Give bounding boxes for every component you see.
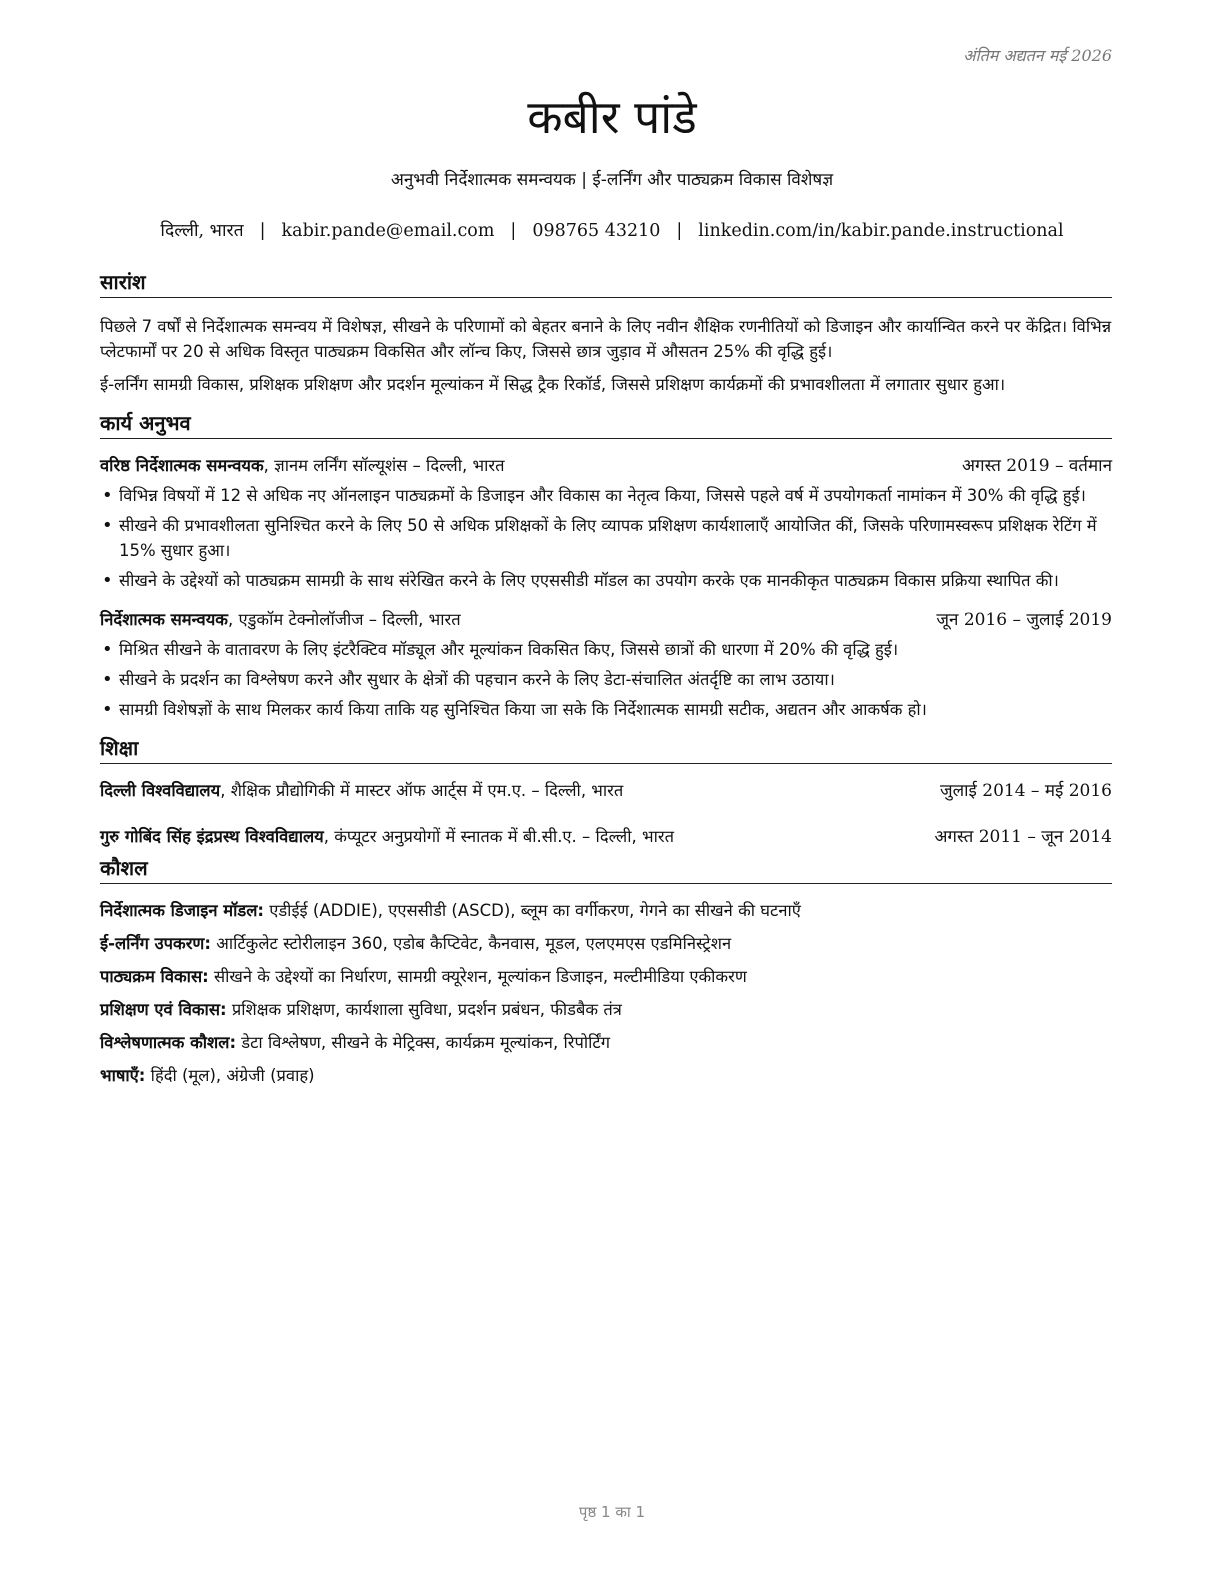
skill-value: हिंदी (मूल), अंग्रेजी (प्रवाह) (145, 1066, 315, 1085)
skill-value: प्रशिक्षक प्रशिक्षण, कार्यशाला सुविधा, प्रदर्शन प्रबंधन, फीडबैक तंत्र (226, 1000, 622, 1019)
job-bullet: • सीखने के प्रदर्शन का विश्लेषण करने और सुधार के क्षेत्रों की पहचान करने के लिए डेटा-संचालित अंतर्दृष्टि का लाभ उठाया। (100, 667, 1112, 692)
skill-label: पाठ्यक्रम विकास: (100, 967, 209, 986)
contact-separator: | (676, 221, 683, 241)
summary-paragraph: पिछले 7 वर्षों से निर्देशात्मक समन्वय में विशेषज्ञ, सीखने के परिणामों को बेहतर बनाने के लिए नवीन शैक्षिक रणनीतियों को डिजाइन और कार्यान्वित करने पर केंद्रित। विभिन्न प्लेटफार्मों पर 20 से अधिक विस्तृत पाठ्यक्रम विकसित और लॉन्च किए, जिससे छात्र जुड़ाव में औसतन 25% की वृद्धि हुई। (100, 317, 1112, 361)
summary-paragraph: ई-लर्निंग सामग्री विकास, प्रशिक्षक प्रशिक्षण और प्रदर्शन मूल्यांकन में सिद्ध ट्रैक रिकॉर्ड, जिससे प्रशिक्षण कार्यक्रमों की प्रभावशीलता में लगातार सुधार हुआ। (100, 375, 1006, 394)
skill-row (100, 1063, 1112, 1088)
skill-row (100, 964, 1112, 989)
job-header (100, 607, 1112, 633)
job-header (100, 453, 1112, 479)
last-updated: अंतिम अद्यतन मई 2026 (963, 46, 1112, 65)
skill-label: निर्देशात्मक डिजाइन मॉडल: (100, 901, 264, 920)
section-title-education: शिक्षा (100, 734, 1112, 764)
job-dates: अगस्त 2019 – वर्तमान (962, 456, 1112, 476)
contact-location: दिल्ली, भारत (160, 221, 244, 241)
education-title-line (100, 824, 674, 850)
education-section (100, 734, 1112, 850)
section-title-experience: कार्य अनुभव (100, 409, 1112, 439)
skill-label: विश्लेषणात्मक कौशल: (100, 1033, 237, 1052)
contact-separator: | (510, 221, 517, 241)
skill-value: आर्टिकुलेट स्टोरीलाइन 360, एडोब कैप्टिवेट, कैनवास, मूडल, एलएमएस एडमिनिस्ट्रेशन (210, 934, 732, 953)
skill-value: सीखने के उद्देश्यों का निर्धारण, सामग्री क्यूरेशन, मूल्यांकन डिजाइन, मल्टीमीडिया एकीकरण (208, 967, 747, 986)
candidate-name: कबीर पांडे (527, 90, 697, 144)
education-detail: , शैक्षिक प्रौद्योगिकी में मास्टर ऑफ आर्ट्स में एम.ए. – दिल्ली, भारत (220, 781, 624, 800)
skill-label: ई-लर्निंग उपकरण: (100, 934, 211, 953)
job-role: वरिष्ठ निर्देशात्मक समन्वयक (100, 456, 264, 475)
skills-list (100, 898, 1112, 1088)
education-entry (100, 778, 1112, 804)
resume-content (100, 268, 1112, 1096)
job-org: , एडुकॉम टेक्नोलॉजीज – दिल्ली, भारत (227, 610, 461, 629)
job-title-line (100, 607, 461, 633)
skill-label: भाषाएँ: (100, 1066, 146, 1085)
job-org: , ज्ञानम लर्निंग सॉल्यूशंस – दिल्ली, भारत (263, 456, 505, 475)
tagline: अनुभवी निर्देशात्मक समन्वयक | ई-लर्निंग और पाठ्यक्रम विकास विशेषज्ञ (390, 170, 834, 190)
job-role: निर्देशात्मक समन्वयक (100, 610, 228, 629)
section-title-skills: कौशल (100, 854, 1112, 884)
job-title-line (100, 453, 505, 479)
job-bullets (100, 483, 1112, 593)
skill-value: डेटा विश्लेषण, सीखने के मेट्रिक्स, कार्यक्रम मूल्यांकन, रिपोर्टिंग (236, 1033, 610, 1052)
section-title-summary: सारांश (100, 268, 1112, 298)
education-entry (100, 824, 1112, 850)
education-dates: जुलाई 2014 – मई 2016 (939, 781, 1112, 801)
contact-line (0, 219, 1224, 243)
job-dates: जून 2016 – जुलाई 2019 (936, 610, 1112, 630)
job-bullet: • सामग्री विशेषज्ञों के साथ मिलकर कार्य किया ताकि यह सुनिश्चित किया जा सके कि निर्देशात्मक सामग्री सटीक, अद्यतन और आकर्षक हो। (100, 697, 1112, 722)
contact-email[interactable]: kabir.pande@email.com (281, 221, 495, 241)
job-bullet: • विभिन्न विषयों में 12 से अधिक नए ऑनलाइन पाठ्यक्रमों के डिजाइन और विकास का नेतृत्व किया, जिससे पहले वर्ष में उपयोगकर्ता नामांकन में 30% की वृद्धि हुई। (100, 483, 1112, 508)
education-detail: , कंप्यूटर अनुप्रयोगों में स्नातक में बी.सी.ए. – दिल्ली, भारत (323, 827, 674, 846)
education-school: गुरु गोबिंद सिंह इंद्रप्रस्थ विश्वविद्यालय (100, 827, 324, 846)
summary-section (100, 268, 1112, 397)
skill-row (100, 898, 1112, 923)
contact-phone[interactable]: 098765 43210 (532, 221, 661, 241)
skill-row (100, 1030, 1112, 1055)
skill-row (100, 997, 1112, 1022)
contact-linkedin[interactable]: linkedin.com/in/kabir.pande.instructional (698, 221, 1064, 241)
job-bullet: • मिश्रित सीखने के वातावरण के लिए इंटरैक्टिव मॉड्यूल और मूल्यांकन विकसित किए, जिससे छात्रों की धारणा में 20% की वृद्धि हुई। (100, 637, 1112, 662)
education-dates: अगस्त 2011 – जून 2014 (934, 827, 1112, 847)
job-bullets (100, 637, 1112, 722)
job-bullet: • सीखने की प्रभावशीलता सुनिश्चित करने के लिए 50 से अधिक प्रशिक्षकों के लिए व्यापक प्रशिक्षण कार्यशालाएँ आयोजित कीं, जिसके परिणामस्वरूप प्रशिक्षक रेटिंग में 15% सुधार हुआ। (100, 513, 1112, 563)
skill-label: प्रशिक्षण एवं विकास: (100, 1000, 227, 1019)
skill-row (100, 931, 1112, 956)
education-school: दिल्ली विश्वविद्यालय (100, 781, 221, 800)
education-title-line (100, 778, 623, 804)
experience-section (100, 409, 1112, 722)
page-number: पृष्ठ 1 का 1 (578, 1503, 646, 1521)
skill-value: एडीईई (ADDIE), एएससीडी (ASCD), ब्लूम का वर्गीकरण, गेगने का सीखने की घटनाएँ (263, 901, 801, 920)
skills-section (100, 854, 1112, 1088)
contact-separator: | (259, 221, 266, 241)
job-bullet: • सीखने के उद्देश्यों को पाठ्यक्रम सामग्री के साथ संरेखित करने के लिए एएससीडी मॉडल का उपयोग करके एक मानकीकृत पाठ्यक्रम विकास प्रक्रिया स्थापित की। (100, 568, 1112, 593)
